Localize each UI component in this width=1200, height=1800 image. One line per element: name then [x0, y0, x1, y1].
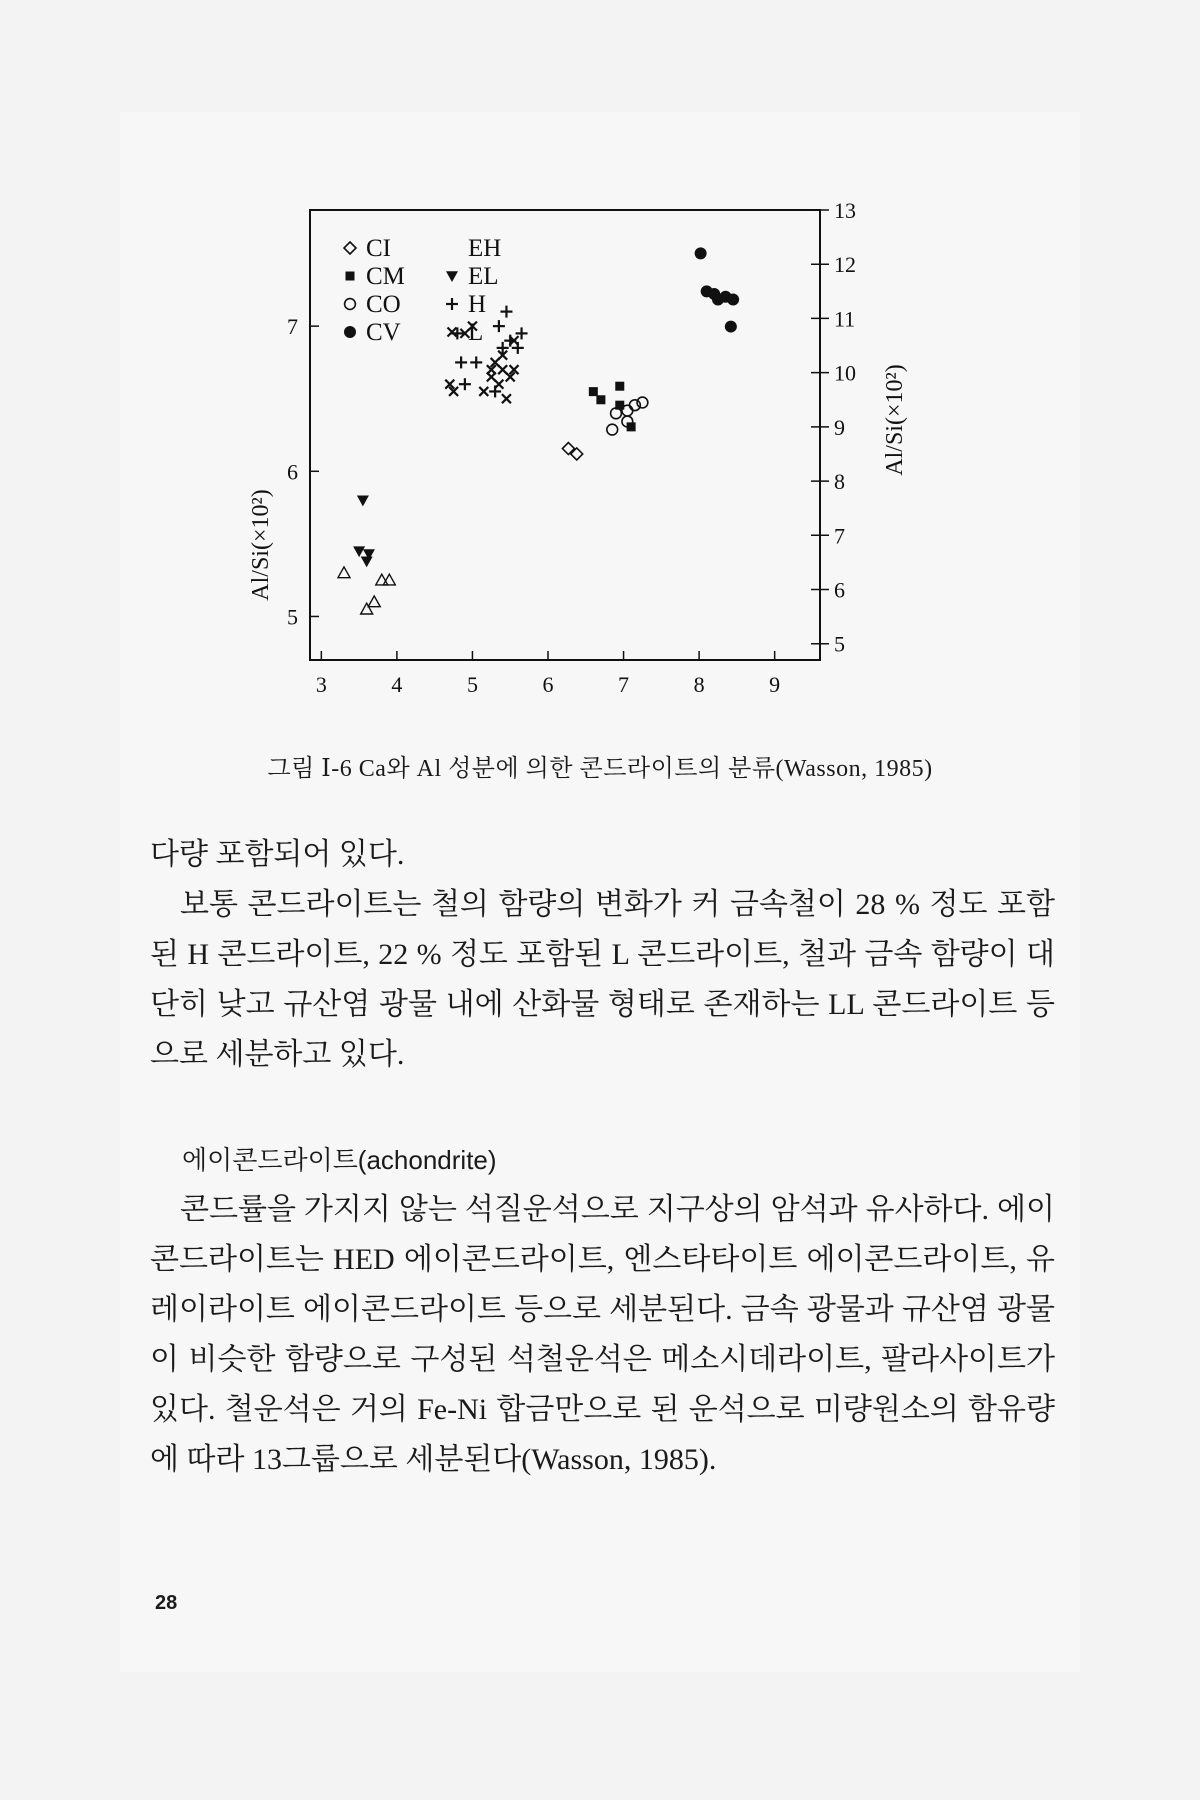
legend-label-el: EL	[468, 263, 499, 290]
x-tick-label: 9	[769, 672, 781, 697]
y-right-tick-label: 12	[834, 252, 856, 278]
y-left-tick-label: 5	[287, 604, 298, 630]
x-tick-label: 6	[542, 672, 554, 697]
legend-label-l: L	[468, 319, 484, 346]
body-paragraph-1: 보통 콘드라이트는 철의 함량의 변화가 커 금속철이 28 % 정도 포함된 H 콘드라이트, 22 % 정도 포함된 L 콘드라이트, 철과 금속 함량이 대단히 낮고 규산염 광물 내에 산화물 형태로 존재하는 LL 콘드라이트 등으로 세분하고 있다.	[150, 888, 1055, 1071]
data-point-l	[498, 365, 507, 374]
data-point-cv	[727, 293, 739, 305]
legend-marker-l	[448, 328, 457, 337]
y-axis-label-left: Al/Si(×10²)	[248, 489, 274, 601]
legend-marker-cm	[346, 272, 355, 281]
legend-label-co: CO	[366, 291, 401, 318]
body-paragraph-2-block	[150, 1185, 1055, 1485]
data-point-cm	[615, 382, 624, 391]
body-paragraph-2: 콘드률을 가지지 않는 석질운석으로 지구상의 암석과 유사하다. 에이콘드라이트는 HED 에이콘드라이트, 엔스타타이트 에이콘드라이트, 유레이라이트 에이콘드라이트 등으로 세분된다. 금속 광물과 규산염 광물이 비슷한 함량으로 구성된 석철운석은 메소시데라이트, 팔라사이트가 있다. 철운석은 거의 Fe-Ni 합금만으로 된 운석으로 미량원소의 함유량에 따라 13그룹으로 세분된다(Wasson, 1985).	[150, 1193, 1055, 1476]
legend-marker-h	[446, 298, 458, 310]
data-point-h	[470, 356, 482, 368]
data-point-cv	[725, 321, 737, 333]
section-heading: 에이콘드라이트(achondrite)	[182, 1145, 497, 1175]
y-right-tick-label: 7	[834, 523, 845, 549]
data-point-eh	[361, 603, 373, 614]
x-tick-label: 3	[315, 672, 327, 697]
body-paragraph-0: 다량 포함되어 있다.	[150, 838, 405, 871]
x-tick-label: 5	[466, 672, 478, 697]
data-point-h	[493, 320, 505, 332]
data-point-l	[502, 394, 511, 403]
legend-label-cv: CV	[366, 319, 401, 346]
data-point-el	[361, 556, 373, 567]
data-point-co	[607, 424, 618, 435]
body-paragraph-1-block	[150, 880, 1055, 1080]
data-point-h	[455, 356, 467, 368]
x-tick-label: 7	[618, 672, 630, 697]
data-point-eh	[368, 596, 380, 607]
y-right-tick-label: 10	[834, 360, 856, 386]
data-point-h	[500, 306, 512, 318]
data-point-h	[459, 378, 471, 390]
y-right-tick-label: 6	[834, 577, 845, 603]
data-point-cm	[596, 395, 605, 404]
body-paragraph-0-block	[150, 830, 1055, 880]
legend-label-ci: CI	[366, 235, 391, 262]
legend-label-cm: CM	[366, 263, 405, 290]
legend-label-eh: EH	[468, 235, 502, 262]
y-left-tick-label: 7	[287, 314, 298, 340]
y-right-tick-label: 9	[834, 414, 845, 440]
data-point-cv	[695, 247, 707, 259]
y-axis-label-right: Al/Si(×10²)	[882, 364, 908, 476]
y-right-tick-label: 8	[834, 469, 845, 495]
y-right-tick-label: 13	[834, 198, 856, 223]
page-number: 28	[155, 1592, 178, 1614]
data-point-el	[353, 546, 365, 557]
data-point-el	[357, 496, 369, 507]
figure-caption: 그림 Ⅰ-6 Ca와 Al 성분에 의한 콘드라이트의 분류(Wasson, 1985)	[267, 756, 933, 782]
legend-marker-el	[446, 271, 458, 282]
legend-label-h: H	[468, 291, 487, 318]
scatter-chart	[0, 0, 1200, 720]
x-tick-label: 8	[693, 672, 705, 697]
data-point-l	[479, 387, 488, 396]
y-left-tick-label: 6	[287, 459, 298, 485]
legend-marker-cv	[344, 326, 356, 338]
y-right-tick-label: 5	[834, 631, 845, 657]
y-right-tick-label: 11	[834, 306, 856, 332]
data-point-eh	[338, 567, 350, 578]
legend-marker-co	[345, 299, 356, 310]
legend-marker-ci	[344, 242, 356, 254]
data-point-cm	[589, 387, 598, 396]
x-tick-label: 4	[391, 672, 403, 697]
data-point-co	[622, 405, 633, 416]
